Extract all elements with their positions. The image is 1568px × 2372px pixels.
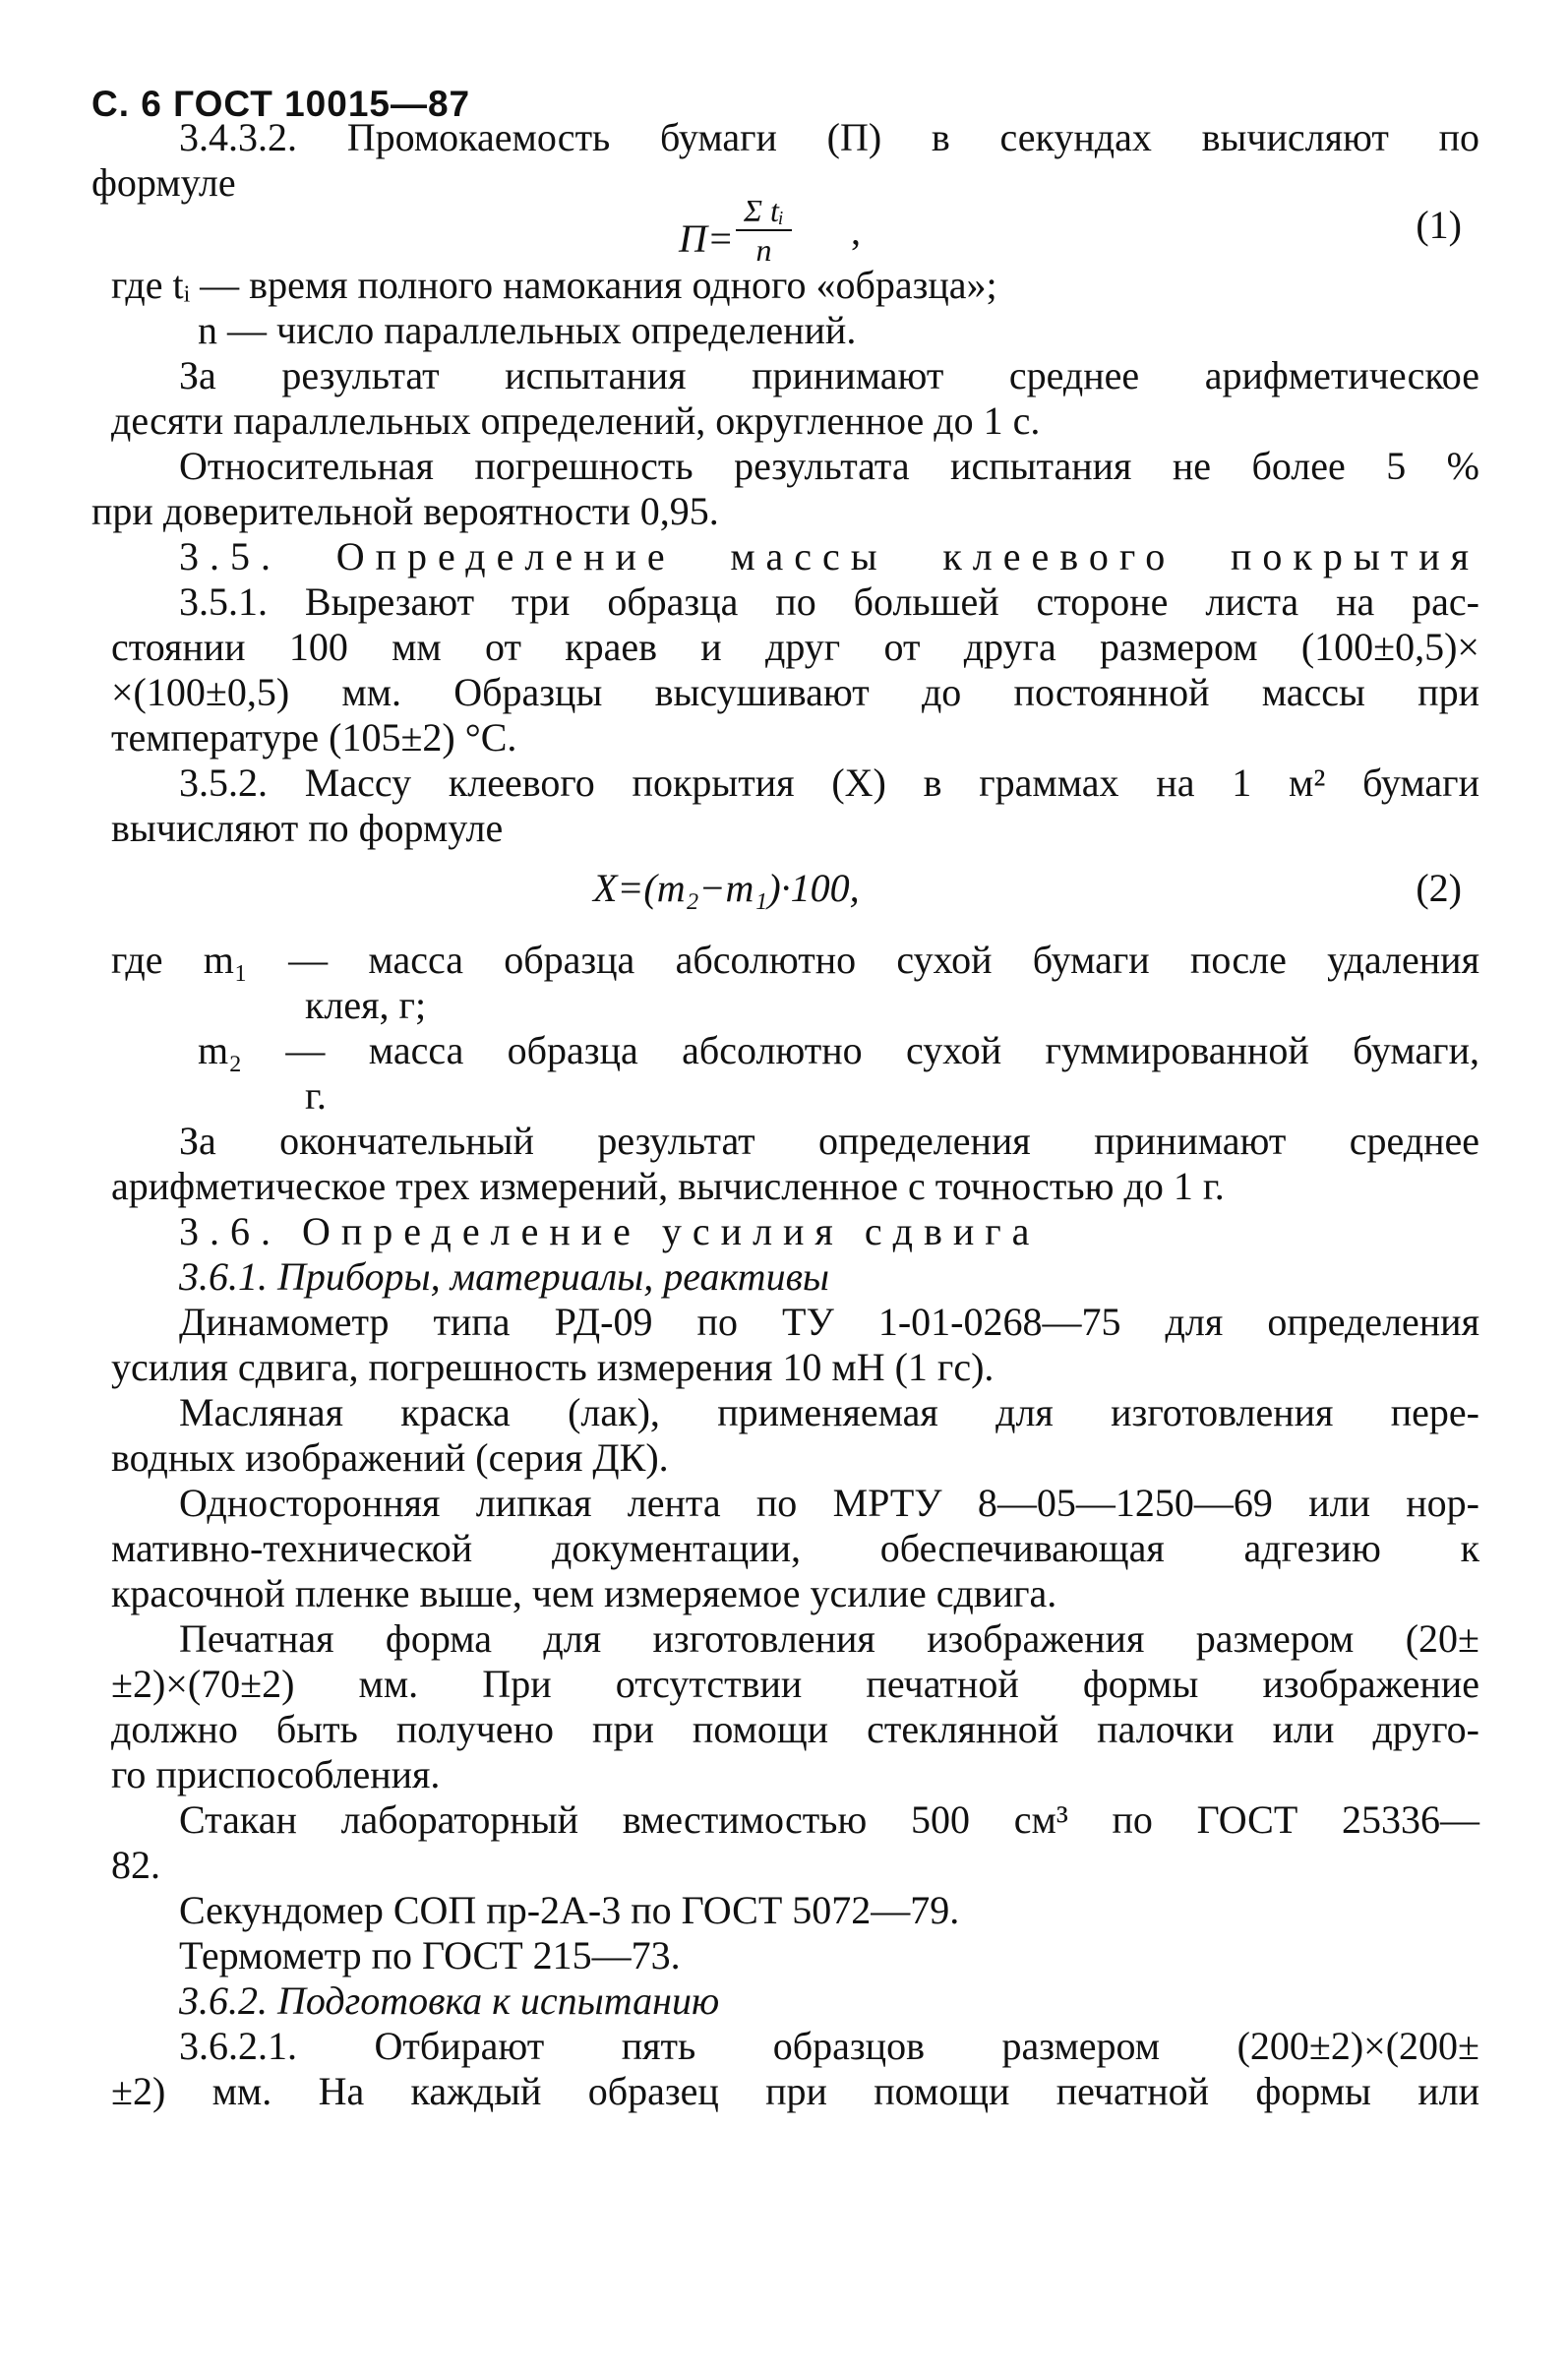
where-line: n — число параллельных определений. (198, 308, 857, 352)
paragraph-line: формуле (91, 160, 236, 205)
where-line: где m₁ — масса образца абсолютно сухой бумаги после удаления (111, 938, 1479, 982)
where-line: клея, г; (305, 983, 427, 1027)
paragraph-line: стоянии 100 мм от краев и друг от друга размером (100±0,5)× (111, 625, 1479, 669)
paragraph-line: 3.5.2. Массу клеевого покрытия (X) в граммах на 1 м² бумаги (179, 760, 1479, 805)
formula-number: (1) (1416, 203, 1462, 247)
paragraph-line: Секундомер СОП пр-2А-3 по ГОСТ 5072—79. (179, 1888, 960, 1932)
where-line: где tᵢ — время полного намокания одного «образца»; (111, 263, 997, 307)
where-line: г. (305, 1073, 327, 1118)
paragraph-line: Стакан лабораторный вместимостью 500 см³ по ГОСТ 25336— (179, 1797, 1479, 1842)
paragraph-line: Динамометр типа РД-09 по ТУ 1-01-0268—75 для определения (179, 1300, 1479, 1344)
formula-fraction (736, 192, 792, 269)
paragraph-line: ±2)×(70±2) мм. При отсутствии печатной формы изображение (111, 1662, 1479, 1706)
paragraph-line: 82. (111, 1843, 160, 1887)
paragraph-line: Масляная краска (лак), применяемая для изготовления пере- (179, 1390, 1479, 1434)
section-heading-3-6: 3.6. Определение усилия сдвига (179, 1209, 1041, 1253)
formula-comma: , (851, 209, 861, 253)
paragraph-line: температуре (105±2) °С. (111, 715, 517, 760)
subsection-heading-3-6-1: 3.6.1. Приборы, материалы, реактивы (179, 1254, 830, 1299)
paragraph-line: Относительная погрешность результата испытания не более 5 % (179, 444, 1479, 488)
paragraph-line: усилия сдвига, погрешность измерения 10 мН (1 гс). (111, 1345, 995, 1389)
paragraph-line: десяти параллельных определений, округленное до 1 с. (111, 398, 1041, 443)
paragraph-line: 3.6.2.1. Отбирают пять образцов размером (200±2)×(200± (179, 2024, 1479, 2068)
formula-expression: X=(m₂−m₁)·100, (593, 866, 860, 910)
paragraph-line: ±2) мм. На каждый образец при помощи печатной формы или (111, 2069, 1479, 2113)
paragraph-line: водных изображений (серия ДК). (111, 1435, 669, 1480)
paragraph-line: при доверительной вероятности 0,95. (91, 489, 719, 533)
paragraph-line: арифметическое трех измерений, вычисленное с точностью до 1 г. (111, 1164, 1225, 1208)
formula-lhs: П= (679, 216, 734, 261)
paragraph-line: красочной пленке выше, чем измеряемое усилие сдвига. (111, 1571, 1057, 1615)
paragraph-line: 3.5.1. Вырезают три образца по большей стороне листа на рас- (179, 579, 1479, 624)
subsection-heading-3-6-2: 3.6.2. Подготовка к испытанию (179, 1978, 720, 2023)
paragraph-line: вычисляют по формуле (111, 806, 504, 850)
paragraph-line: Односторонняя липкая лента по МРТУ 8—05—1250—69 или нор- (179, 1481, 1479, 1525)
paragraph-line: 3.4.3.2. Промокаемость бумаги (П) в секундах вычисляют по (179, 115, 1479, 159)
paragraph-line: должно быть получено при помощи стеклянной палочки или друго- (111, 1707, 1479, 1751)
fraction-numerator: Σ tᵢ (736, 192, 792, 231)
section-heading-3-5: 3.5. Определение массы клеевого покрытия (179, 534, 1479, 578)
paragraph-line: За результат испытания принимают среднее арифметическое (179, 353, 1479, 397)
formula-2 (91, 866, 1479, 915)
where-line: m₂ — масса образца абсолютно сухой гуммированной бумаги, (198, 1028, 1479, 1072)
page-header: С. 6 ГОСТ 10015—87 (91, 84, 471, 124)
paragraph-line: Термометр по ГОСТ 215—73. (179, 1933, 681, 1977)
formula-number: (2) (1416, 866, 1462, 910)
fraction-denominator: n (755, 232, 772, 268)
paragraph-line: Печатная форма для изготовления изображения размером (20± (179, 1616, 1479, 1661)
paragraph-line: мативно-технической документации, обеспечивающая адгезию к (111, 1526, 1479, 1570)
paragraph-line: За окончательный результат определения принимают среднее (179, 1119, 1479, 1163)
paragraph-line: го приспособления. (111, 1752, 441, 1796)
paragraph-line: ×(100±0,5) мм. Образцы высушивают до постоянной массы при (111, 670, 1479, 714)
